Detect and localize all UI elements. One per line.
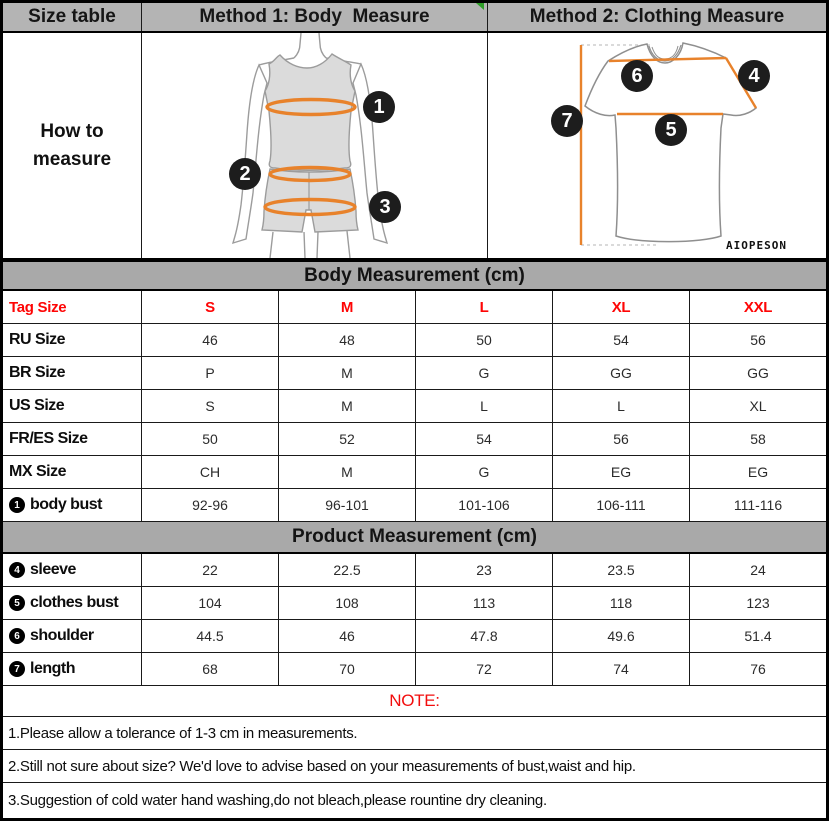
marker-7-length: 7 bbox=[551, 105, 583, 137]
size-table-title: Size table bbox=[3, 3, 142, 31]
row-marker: 6 bbox=[9, 628, 25, 644]
cell: G bbox=[416, 357, 553, 389]
cell: 113 bbox=[416, 587, 553, 619]
col-m: M bbox=[279, 291, 416, 323]
marker-4-sleeve: 4 bbox=[738, 60, 770, 92]
table-row-sleeve bbox=[3, 554, 826, 587]
cell: 22.5 bbox=[279, 554, 416, 586]
body-measure-diagram bbox=[142, 33, 488, 258]
row-marker: 1 bbox=[9, 497, 25, 513]
note-item-1: 1.Please allow a tolerance of 1-3 cm in measurements. bbox=[3, 717, 826, 750]
cell: GG bbox=[747, 365, 769, 381]
table-row-us-size bbox=[3, 390, 826, 423]
note-item-3: 3.Suggestion of cold water hand washing,do not bleach,please rountine dry cleaning. bbox=[8, 792, 547, 809]
row-label: body bust bbox=[30, 496, 102, 513]
cell: 23.5 bbox=[553, 554, 690, 586]
cell: 56 bbox=[750, 332, 766, 348]
cell: 72 bbox=[416, 653, 553, 685]
cell: 76 bbox=[750, 661, 766, 677]
cell: 22 bbox=[142, 554, 279, 586]
cell: 47.8 bbox=[416, 620, 553, 652]
row-label: RU Size bbox=[9, 331, 66, 348]
cell: 70 bbox=[279, 653, 416, 685]
body-figure-illustration bbox=[142, 33, 488, 258]
row-label: MX Size bbox=[9, 463, 66, 480]
row-marker: 7 bbox=[9, 661, 25, 677]
cell: 54 bbox=[416, 423, 553, 455]
brand-label: AIOPESON bbox=[726, 239, 787, 252]
cell: G bbox=[416, 456, 553, 488]
cell: 96-101 bbox=[279, 489, 416, 521]
marker-2-waist: 2 bbox=[229, 158, 261, 190]
row-label: BR Size bbox=[9, 364, 66, 381]
cell: CH bbox=[142, 456, 279, 488]
row-label: sleeve bbox=[30, 561, 76, 578]
row-label: US Size bbox=[9, 397, 65, 414]
table-row-clothes-bust bbox=[3, 587, 826, 620]
table-row-fres-size bbox=[3, 423, 826, 456]
cell: GG bbox=[553, 357, 690, 389]
cell: 106-111 bbox=[553, 489, 690, 521]
product-measurement-band: Product Measurement (cm) bbox=[3, 522, 826, 554]
cell: 24 bbox=[750, 562, 766, 578]
cell: 54 bbox=[553, 324, 690, 356]
cell: 50 bbox=[416, 324, 553, 356]
illustration-row bbox=[3, 33, 826, 262]
cell: L bbox=[553, 390, 690, 422]
method1-title: Method 1: Body Measure bbox=[142, 3, 488, 31]
cell: EG bbox=[553, 456, 690, 488]
table-row-shoulder bbox=[3, 620, 826, 653]
cell: 108 bbox=[279, 587, 416, 619]
cell: 46 bbox=[279, 620, 416, 652]
row-marker: 4 bbox=[9, 562, 25, 578]
col-s: S bbox=[142, 291, 279, 323]
marker-5-clothes-bust: 5 bbox=[655, 114, 687, 146]
cell: EG bbox=[747, 464, 769, 480]
how-to-measure-label: How to measure bbox=[3, 33, 142, 258]
cell: 101-106 bbox=[416, 489, 553, 521]
cell: 123 bbox=[746, 595, 770, 611]
cell: L bbox=[416, 390, 553, 422]
cell: 49.6 bbox=[553, 620, 690, 652]
clothing-measure-diagram bbox=[488, 33, 826, 258]
row-label: clothes bust bbox=[30, 594, 119, 611]
cell: 50 bbox=[142, 423, 279, 455]
tag-size-header: Tag Size bbox=[3, 291, 142, 323]
cell: 52 bbox=[279, 423, 416, 455]
row-marker: 5 bbox=[9, 595, 25, 611]
cell: M bbox=[279, 390, 416, 422]
cell: 58 bbox=[750, 431, 766, 447]
row-label: FR/ES Size bbox=[9, 430, 88, 447]
col-l: L bbox=[416, 291, 553, 323]
cell: 104 bbox=[142, 587, 279, 619]
marker-3-hip: 3 bbox=[369, 191, 401, 223]
table-row-length bbox=[3, 653, 826, 686]
note-title: NOTE: bbox=[3, 686, 826, 717]
cell: 23 bbox=[416, 554, 553, 586]
marker-6-shoulder: 6 bbox=[621, 60, 653, 92]
cell: 118 bbox=[553, 587, 690, 619]
cell: 111-116 bbox=[733, 497, 783, 513]
cell: 51.4 bbox=[744, 628, 772, 644]
cell: M bbox=[279, 357, 416, 389]
table-row-body-bust bbox=[3, 489, 826, 522]
cell: 44.5 bbox=[142, 620, 279, 652]
table-row-mx-size bbox=[3, 456, 826, 489]
cell: 74 bbox=[553, 653, 690, 685]
cell: 68 bbox=[142, 653, 279, 685]
col-xl: XL bbox=[553, 291, 690, 323]
size-header-row bbox=[3, 291, 826, 324]
cell: P bbox=[142, 357, 279, 389]
table-row-br-size bbox=[3, 357, 826, 390]
cell: XL bbox=[749, 398, 767, 414]
cell: M bbox=[279, 456, 416, 488]
col-xxl: XXL bbox=[743, 298, 773, 316]
top-header-row bbox=[3, 3, 826, 33]
cell: S bbox=[142, 390, 279, 422]
body-measurement-band: Body Measurement (cm) bbox=[3, 262, 826, 291]
row-label: shoulder bbox=[30, 627, 94, 644]
cell: 48 bbox=[279, 324, 416, 356]
method2-title: Method 2: Clothing Measure bbox=[529, 6, 785, 27]
cell: 46 bbox=[142, 324, 279, 356]
tshirt-illustration bbox=[488, 33, 826, 258]
cell: 92-96 bbox=[142, 489, 279, 521]
note-item-2: 2.Still not sure about size? We'd love to advise based on your measurements of bust,waist and hip. bbox=[3, 750, 826, 783]
row-label: length bbox=[30, 660, 75, 677]
marker-1-bust: 1 bbox=[363, 91, 395, 123]
cell: 56 bbox=[553, 423, 690, 455]
green-corner-flag-icon bbox=[476, 3, 484, 10]
table-row-ru-size bbox=[3, 324, 826, 357]
